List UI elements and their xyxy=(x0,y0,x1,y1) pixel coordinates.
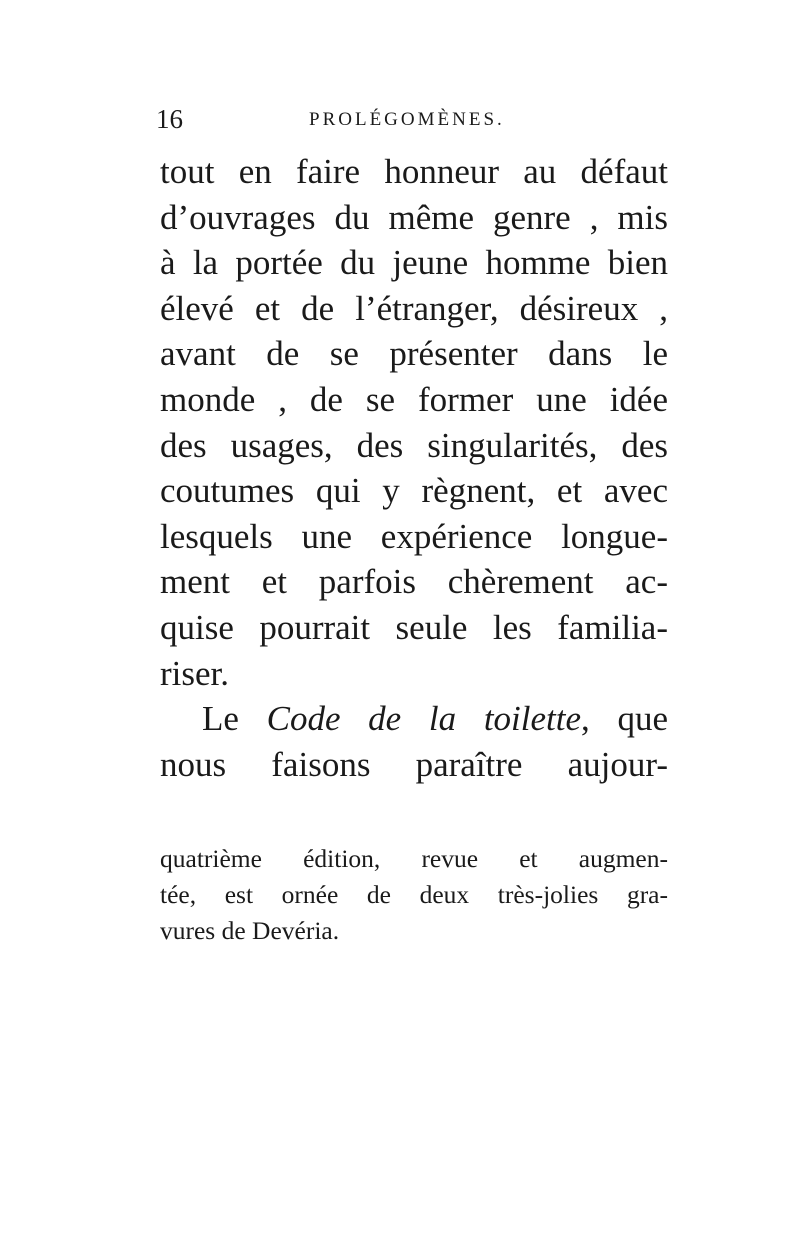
paragraph-lead-tail: , que xyxy=(581,699,668,739)
book-title-italic: Code de la toilette xyxy=(266,699,582,739)
footnote-line: vures de Devéria. xyxy=(160,916,340,945)
body-line: avant de se présenter dans le xyxy=(160,334,668,374)
page-number: 16 xyxy=(156,104,183,134)
body-line: ment et parfois chèrement ac- xyxy=(160,562,668,602)
footnote-line: tée, est ornée de deux très-jolies gra- xyxy=(160,880,668,909)
body-line: d’ouvrages du même genre , mis xyxy=(160,197,668,237)
body-line: quise pourrait seule les familia- xyxy=(160,607,668,647)
paragraph-lead: Le xyxy=(202,699,267,739)
body-line: lesquels une expérience longue- xyxy=(160,516,668,556)
footnote-line: quatrième édition, revue et augmen- xyxy=(160,844,668,873)
body-line: à la portée du jeune homme bien xyxy=(160,243,668,283)
body-line: coutumes qui y règnent, et avec xyxy=(160,471,668,511)
body-line: tout en faire honneur au défaut xyxy=(160,152,668,191)
footnote xyxy=(160,841,668,949)
body-line: des usages, des singularités, des xyxy=(160,425,668,465)
body-line: nous faisons paraître aujour- xyxy=(160,744,668,784)
body-line: riser. xyxy=(160,653,230,693)
paragraph-opening-line xyxy=(160,696,668,742)
running-title: PROLÉGOMÈNES. xyxy=(309,109,505,130)
page-header xyxy=(156,104,676,134)
body-line: monde , de se former une idée xyxy=(160,379,668,419)
body-text xyxy=(160,149,668,787)
body-line: élevé et de l’étranger, désireux , xyxy=(160,288,668,328)
